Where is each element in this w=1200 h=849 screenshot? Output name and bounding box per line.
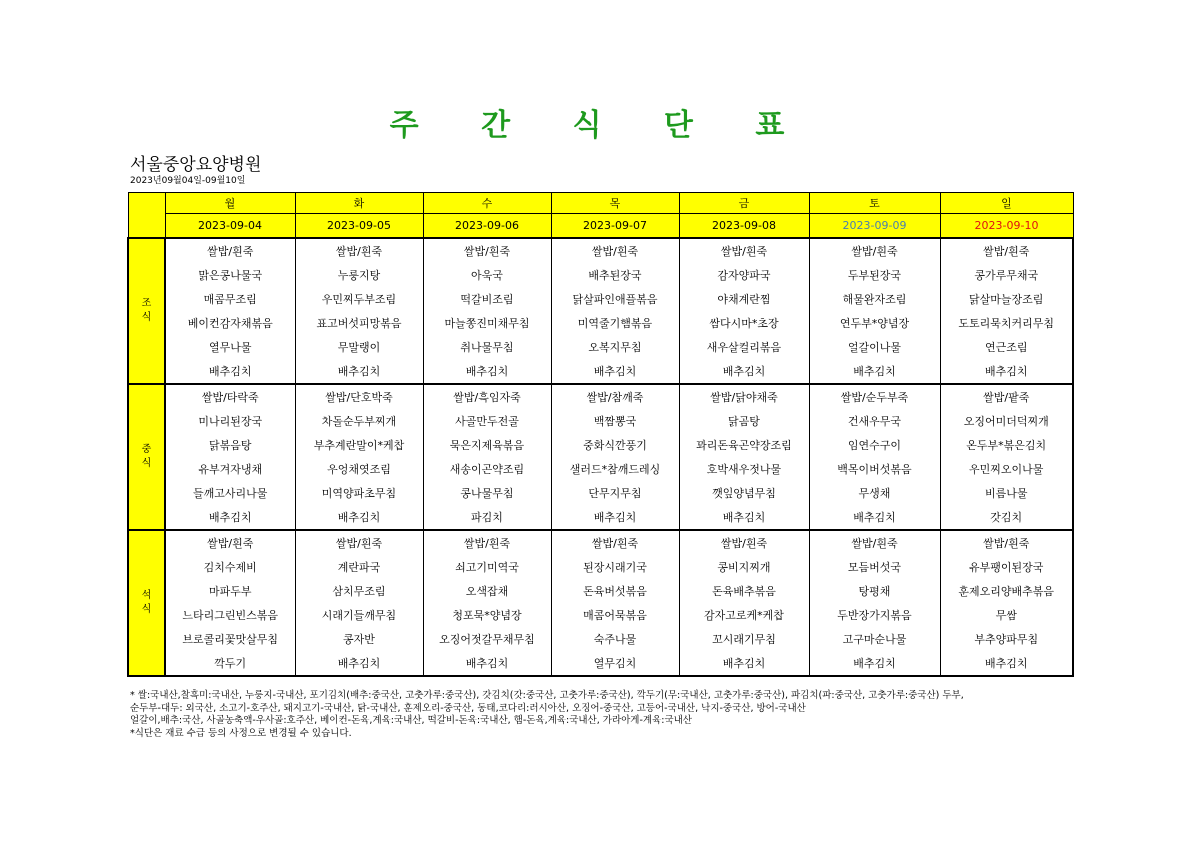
menu-item: 배추김치 bbox=[679, 651, 809, 676]
menu-item: 훈제오리양배추볶음 bbox=[940, 579, 1073, 603]
menu-item: 배추김치 bbox=[165, 359, 295, 384]
menu-item: 무쌈 bbox=[940, 603, 1073, 627]
menu-row bbox=[128, 359, 1073, 384]
note-line: 얼갈이,배추:국산, 사골농축액-우사골:호주산, 베이컨-돈육,계육:국내산, 떡갈비-돈육:국내산, 햄-돈육,계육:국내산, 가라아게-계육:국내산 bbox=[130, 715, 692, 726]
menu-item: 단무지무침 bbox=[551, 481, 679, 505]
menu-item: 호박새우젓나물 bbox=[679, 457, 809, 481]
weekly-menu-table bbox=[127, 192, 1074, 677]
menu-item: 쌀밥/흰죽 bbox=[940, 238, 1073, 263]
menu-item: 시래기들깨무침 bbox=[295, 603, 423, 627]
menu-item: 누룽지탕 bbox=[295, 263, 423, 287]
menu-item: 돈육배추볶음 bbox=[679, 579, 809, 603]
menu-row bbox=[128, 651, 1073, 676]
menu-row bbox=[128, 287, 1073, 311]
menu-item: 유부겨자냉채 bbox=[165, 457, 295, 481]
menu-row bbox=[128, 555, 1073, 579]
page-title: 주 간 식 단 표 bbox=[389, 108, 811, 143]
meal-label bbox=[128, 384, 165, 530]
menu-item: 부추양파무침 bbox=[940, 627, 1073, 651]
menu-item: 깍두기 bbox=[165, 651, 295, 676]
menu-row bbox=[128, 579, 1073, 603]
note-line: *식단은 재료 수급 등의 사정으로 변경될 수 있습니다. bbox=[130, 727, 352, 739]
menu-item: 오복지무침 bbox=[551, 335, 679, 359]
note-line: * 쌀:국내산,찰흑미:국내산, 누룽지-국내산, 포기김치(배추:중국산, 고춧가루:중국산), 갓김치(갓:중국산, 고춧가루:중국산), 깍두기(무:국내산, 고춧가루:중국산), 파김치(파:중국산, 고춧가루:중국산) 두부, bbox=[130, 690, 964, 701]
menu-item: 고구마순나물 bbox=[809, 627, 940, 651]
menu-item: 쌀밥/흰죽 bbox=[423, 238, 551, 263]
menu-item: 쌈다시마*초장 bbox=[679, 311, 809, 335]
menu-item: 쌀밥/흰죽 bbox=[679, 238, 809, 263]
menu-item: 무말랭이 bbox=[295, 335, 423, 359]
menu-row bbox=[128, 457, 1073, 481]
menu-item: 오징어젓갈무채무침 bbox=[423, 627, 551, 651]
origin-notes bbox=[130, 690, 1070, 740]
menu-item: 숙주나물 bbox=[551, 627, 679, 651]
menu-item: 배추김치 bbox=[165, 505, 295, 530]
menu-item: 배추된장국 bbox=[551, 263, 679, 287]
menu-item: 차돌순두부찌개 bbox=[295, 409, 423, 433]
menu-period: 2023년09월04일-09월10일 bbox=[130, 176, 246, 186]
day-name: 일 bbox=[940, 193, 1073, 214]
menu-item: 아욱국 bbox=[423, 263, 551, 287]
date-cell: 2023-09-09 bbox=[809, 214, 940, 239]
menu-item: 배추김치 bbox=[423, 651, 551, 676]
menu-item: 쌀밥/흰죽 bbox=[551, 238, 679, 263]
menu-item: 배추김치 bbox=[679, 359, 809, 384]
date-header-row bbox=[128, 214, 1073, 239]
menu-item: 콩가루무채국 bbox=[940, 263, 1073, 287]
menu-item: 매콤무조림 bbox=[165, 287, 295, 311]
menu-item: 닭살파인애플볶음 bbox=[551, 287, 679, 311]
menu-item: 콩나물무침 bbox=[423, 481, 551, 505]
menu-item: 콩자반 bbox=[295, 627, 423, 651]
menu-item: 쌀밥/타락죽 bbox=[165, 384, 295, 409]
day-name: 금 bbox=[679, 193, 809, 214]
menu-item: 쌀밥/닭야채죽 bbox=[679, 384, 809, 409]
menu-item: 쌀밥/팥죽 bbox=[940, 384, 1073, 409]
note-line: 순두부-대두: 외국산, 소고기-호주산, 돼지고기-국내산, 닭-국내산, 훈제오리-중국산, 동태,코다리:러시아산, 오징어-중국산, 고등어-국내산, 낙지-중국산, 방어-국내산 bbox=[130, 702, 806, 714]
menu-item: 된장시래기국 bbox=[551, 555, 679, 579]
menu-item: 매콤어묵볶음 bbox=[551, 603, 679, 627]
menu-item: 깻잎양념무침 bbox=[679, 481, 809, 505]
menu-row bbox=[128, 311, 1073, 335]
meal-label-text: 조 식 bbox=[141, 298, 152, 323]
menu-item: 닭살마늘장조림 bbox=[940, 287, 1073, 311]
menu-item: 쌀밥/단호박죽 bbox=[295, 384, 423, 409]
menu-item: 배추김치 bbox=[423, 359, 551, 384]
menu-item: 쌀밥/흰죽 bbox=[809, 238, 940, 263]
day-name: 수 bbox=[423, 193, 551, 214]
menu-item: 마늘쫑진미채무침 bbox=[423, 311, 551, 335]
menu-item: 쌀밥/순두부죽 bbox=[809, 384, 940, 409]
meal-label bbox=[128, 238, 165, 384]
day-name: 월 bbox=[165, 193, 295, 214]
menu-item: 닭곰탕 bbox=[679, 409, 809, 433]
meal-label-text: 석 식 bbox=[141, 590, 152, 615]
menu-item: 백짬뽕국 bbox=[551, 409, 679, 433]
date-cell: 2023-09-06 bbox=[423, 214, 551, 239]
menu-row bbox=[128, 384, 1073, 409]
menu-item: 온두부*볶은김치 bbox=[940, 433, 1073, 457]
date-cell: 2023-09-08 bbox=[679, 214, 809, 239]
menu-item: 배추김치 bbox=[809, 505, 940, 530]
menu-item: 꼬시래기무침 bbox=[679, 627, 809, 651]
menu-item: 부추계란말이*케찹 bbox=[295, 433, 423, 457]
menu-item: 떡갈비조림 bbox=[423, 287, 551, 311]
date-cell: 2023-09-10 bbox=[940, 214, 1073, 239]
menu-item: 탕평채 bbox=[809, 579, 940, 603]
menu-item: 쌀밥/흰죽 bbox=[423, 530, 551, 555]
menu-item: 쌀밥/흰죽 bbox=[295, 530, 423, 555]
menu-item: 느타리그린빈스볶음 bbox=[165, 603, 295, 627]
menu-item: 도토리묵치커리무침 bbox=[940, 311, 1073, 335]
menu-item: 배추김치 bbox=[551, 505, 679, 530]
menu-item: 배추김치 bbox=[940, 651, 1073, 676]
menu-item: 삼치무조림 bbox=[295, 579, 423, 603]
menu-item: 베이컨감자채볶음 bbox=[165, 311, 295, 335]
menu-row bbox=[128, 238, 1073, 263]
day-name: 화 bbox=[295, 193, 423, 214]
menu-item: 배추김치 bbox=[295, 359, 423, 384]
menu-item: 두부된장국 bbox=[809, 263, 940, 287]
menu-item: 배추김치 bbox=[940, 359, 1073, 384]
menu-row bbox=[128, 603, 1073, 627]
menu-item: 쌀밥/흰죽 bbox=[165, 238, 295, 263]
menu-item: 쌀밥/흰죽 bbox=[165, 530, 295, 555]
menu-item: 쇠고기미역국 bbox=[423, 555, 551, 579]
menu-item: 배추김치 bbox=[295, 651, 423, 676]
menu-item: 해물완자조림 bbox=[809, 287, 940, 311]
menu-item: 우엉채엿조림 bbox=[295, 457, 423, 481]
menu-item: 샐러드*참깨드레싱 bbox=[551, 457, 679, 481]
menu-item: 미역줄기햄볶음 bbox=[551, 311, 679, 335]
menu-row bbox=[128, 263, 1073, 287]
menu-item: 쌀밥/흑임자죽 bbox=[423, 384, 551, 409]
menu-item: 감자고로케*케찹 bbox=[679, 603, 809, 627]
menu-item: 오징어미더덕찌개 bbox=[940, 409, 1073, 433]
menu-item: 계란파국 bbox=[295, 555, 423, 579]
menu-row bbox=[128, 530, 1073, 555]
menu-item: 묵은지제육볶음 bbox=[423, 433, 551, 457]
date-cell: 2023-09-05 bbox=[295, 214, 423, 239]
menu-item: 우민찌오이나물 bbox=[940, 457, 1073, 481]
menu-item: 배추김치 bbox=[295, 505, 423, 530]
menu-item: 쌀밥/참깨죽 bbox=[551, 384, 679, 409]
menu-item: 브로콜리꽃맛살무침 bbox=[165, 627, 295, 651]
menu-item: 맑은콩나물국 bbox=[165, 263, 295, 287]
menu-item: 백목이버섯볶음 bbox=[809, 457, 940, 481]
menu-item: 미역양파초무침 bbox=[295, 481, 423, 505]
menu-item: 무생채 bbox=[809, 481, 940, 505]
menu-row bbox=[128, 335, 1073, 359]
menu-row bbox=[128, 481, 1073, 505]
date-cell: 2023-09-04 bbox=[165, 214, 295, 239]
menu-item: 오색잡채 bbox=[423, 579, 551, 603]
menu-row bbox=[128, 505, 1073, 530]
menu-item: 들깨고사리나물 bbox=[165, 481, 295, 505]
day-name: 목 bbox=[551, 193, 679, 214]
menu-item: 청포묵*양념장 bbox=[423, 603, 551, 627]
meal-label bbox=[128, 530, 165, 676]
menu-item: 쌀밥/흰죽 bbox=[940, 530, 1073, 555]
menu-row bbox=[128, 409, 1073, 433]
menu-item: 파김치 bbox=[423, 505, 551, 530]
menu-item: 배추김치 bbox=[809, 359, 940, 384]
menu-item: 임연수구이 bbox=[809, 433, 940, 457]
day-name: 토 bbox=[809, 193, 940, 214]
menu-item: 마파두부 bbox=[165, 579, 295, 603]
hospital-name: 서울중앙요양병원 bbox=[130, 155, 262, 175]
menu-item: 비름나물 bbox=[940, 481, 1073, 505]
menu-item: 건새우무국 bbox=[809, 409, 940, 433]
menu-item: 배추김치 bbox=[551, 359, 679, 384]
menu-item: 새송이곤약조림 bbox=[423, 457, 551, 481]
menu-item: 쌀밥/흰죽 bbox=[295, 238, 423, 263]
menu-row bbox=[128, 433, 1073, 457]
menu-item: 쌀밥/흰죽 bbox=[679, 530, 809, 555]
menu-item: 우민찌두부조림 bbox=[295, 287, 423, 311]
menu-item: 얼갈이나물 bbox=[809, 335, 940, 359]
menu-item: 유부팽이된장국 bbox=[940, 555, 1073, 579]
menu-item: 김치수제비 bbox=[165, 555, 295, 579]
menu-item: 배추김치 bbox=[809, 651, 940, 676]
menu-item: 열무나물 bbox=[165, 335, 295, 359]
menu-item: 콩비지찌개 bbox=[679, 555, 809, 579]
menu-item: 표고버섯피망볶음 bbox=[295, 311, 423, 335]
menu-item: 중화식깐풍기 bbox=[551, 433, 679, 457]
menu-item: 연두부*양념장 bbox=[809, 311, 940, 335]
menu-item: 꽈리돈육곤약장조림 bbox=[679, 433, 809, 457]
menu-row bbox=[128, 627, 1073, 651]
menu-item: 쌀밥/흰죽 bbox=[809, 530, 940, 555]
menu-item: 감자양파국 bbox=[679, 263, 809, 287]
menu-item: 갓김치 bbox=[940, 505, 1073, 530]
menu-item: 새우살컬리볶음 bbox=[679, 335, 809, 359]
table-corner bbox=[128, 193, 165, 239]
meal-label-text: 중 식 bbox=[141, 444, 152, 469]
menu-item: 취나물무침 bbox=[423, 335, 551, 359]
menu-item: 배추김치 bbox=[679, 505, 809, 530]
menu-item: 돈육버섯볶음 bbox=[551, 579, 679, 603]
menu-item: 연근조림 bbox=[940, 335, 1073, 359]
menu-item: 열무김치 bbox=[551, 651, 679, 676]
menu-item: 쌀밥/흰죽 bbox=[551, 530, 679, 555]
day-header-row bbox=[128, 193, 1073, 214]
menu-item: 닭볶음탕 bbox=[165, 433, 295, 457]
menu-item: 사골만두전골 bbox=[423, 409, 551, 433]
date-cell: 2023-09-07 bbox=[551, 214, 679, 239]
menu-item: 야채계란찜 bbox=[679, 287, 809, 311]
menu-item: 미나리된장국 bbox=[165, 409, 295, 433]
menu-item: 모듬버섯국 bbox=[809, 555, 940, 579]
menu-item: 두반장가지볶음 bbox=[809, 603, 940, 627]
